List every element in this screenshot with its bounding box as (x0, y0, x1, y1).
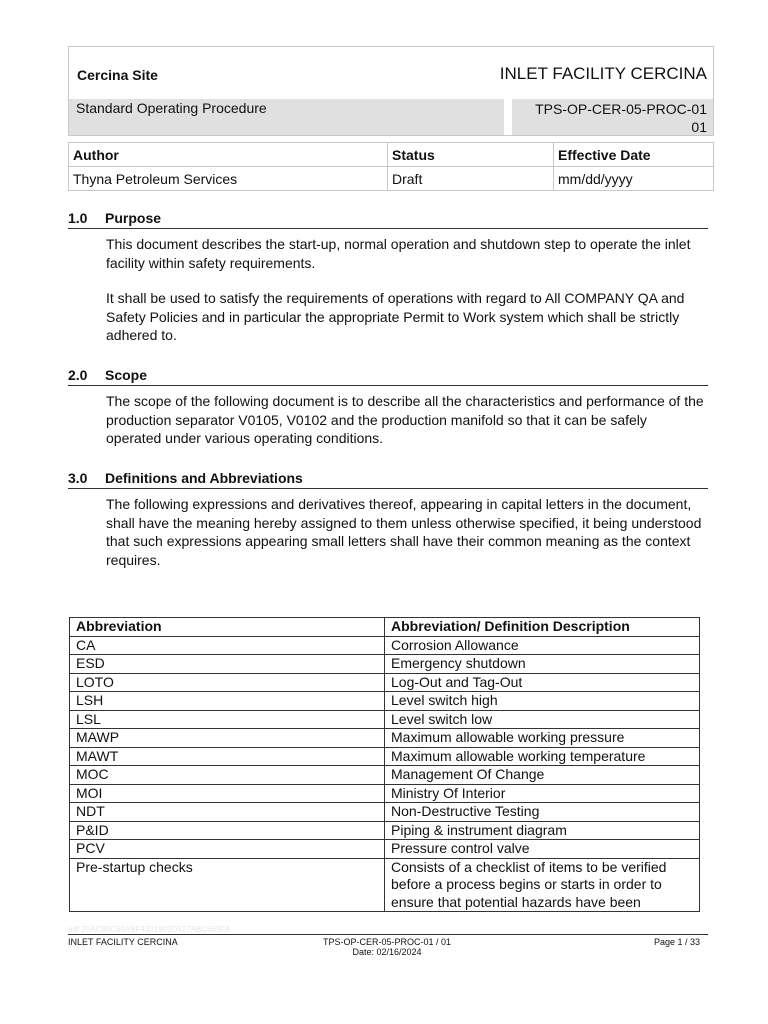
definition-cell: Pressure control valve (385, 840, 700, 859)
abbreviation-cell: LOTO (70, 673, 385, 692)
site-name: Cercina Site (77, 67, 158, 83)
meta-value-row (69, 167, 714, 191)
footer-divider (68, 934, 708, 935)
table-row (70, 840, 700, 859)
section-scope-heading (68, 367, 708, 386)
definition-cell: Consists of a checklist of items to be verified before a process begins or starts in order to ensure that potential hazards have been (385, 858, 700, 912)
definition-cell: Non-Destructive Testing (385, 803, 700, 822)
meta-header-row (69, 143, 714, 167)
document-number-line1: TPS-OP-CER-05-PROC-01 (535, 101, 707, 117)
author-value: Thyna Petroleum Services (69, 167, 388, 191)
status-value: Draft (388, 167, 554, 191)
abbreviation-cell: MAWT (70, 747, 385, 766)
header-band (69, 99, 713, 135)
table-row (70, 747, 700, 766)
table-row (70, 784, 700, 803)
definition-column-header: Abbreviation/ Definition Description (385, 618, 700, 637)
table-row (70, 692, 700, 711)
table-row (70, 821, 700, 840)
effective-date-value: mm/dd/yyyy (554, 167, 714, 191)
abbreviation-cell: MOC (70, 766, 385, 785)
definition-cell: Level switch low (385, 710, 700, 729)
table-row (70, 673, 700, 692)
abbreviation-cell: PCV (70, 840, 385, 859)
section-number: 2.0 (68, 367, 88, 383)
definition-cell: Maximum allowable working temperature (385, 747, 700, 766)
table-row (70, 729, 700, 748)
footer-date: Date: 02/16/2024 (352, 947, 422, 957)
abbreviations-body (70, 636, 700, 912)
abbreviation-cell: Pre-startup checks (70, 858, 385, 912)
document-number-line2: 01 (691, 119, 707, 135)
section-title: Scope (105, 367, 148, 383)
definition-cell: Piping & instrument diagram (385, 821, 700, 840)
table-row (70, 766, 700, 785)
definition-cell: Management Of Change (385, 766, 700, 785)
definition-cell: Level switch high (385, 692, 700, 711)
abbreviations-header-row (70, 618, 700, 637)
definition-cell: Corrosion Allowance (385, 636, 700, 655)
section-definitions-heading (68, 470, 708, 489)
section-number: 3.0 (68, 470, 88, 486)
footer-document-info (312, 937, 462, 957)
definition-cell: Ministry Of Interior (385, 784, 700, 803)
footer-doc-number: TPS-OP-CER-05-PROC-01 / 01 (322, 937, 452, 947)
purpose-paragraph-1: This document describes the start-up, normal operation and shutdown step to operate the inlet facility within safety requirements. (106, 236, 691, 271)
author-header: Author (69, 143, 388, 167)
footer-facility: INLET FACILITY CERCINA (68, 937, 178, 947)
procedure-type: Standard Operating Procedure (76, 100, 267, 116)
abbreviation-cell: NDT (70, 803, 385, 822)
document-header (68, 46, 714, 136)
definition-cell: Emergency shutdown (385, 655, 700, 674)
abbreviation-cell: CA (70, 636, 385, 655)
abbreviation-cell: ESD (70, 655, 385, 674)
abbreviations-table (69, 617, 700, 912)
table-row (70, 636, 700, 655)
document-meta-table (68, 142, 714, 191)
section-purpose-heading (68, 210, 708, 229)
abbreviation-cell: MOI (70, 784, 385, 803)
section-title: Definitions and Abbreviations (105, 470, 303, 486)
definitions-paragraph: The following expressions and derivatives thereof, appearing in capital letters in the document, shall have the meaning hereby assigned to them unless otherwise specified, it being understood that such expressions appearing small letters shall have their common meaning as the context requires. (106, 496, 702, 568)
watermark-text: pdf 25AC85C60ABF4321902D527ABC669FA (68, 925, 231, 934)
abbreviation-cell: P&ID (70, 821, 385, 840)
band-divider (504, 99, 512, 135)
facility-title: INLET FACILITY CERCINA (499, 64, 707, 83)
abbreviation-column-header: Abbreviation (70, 618, 385, 637)
status-header: Status (388, 143, 554, 167)
abbreviation-cell: MAWP (70, 729, 385, 748)
table-row (70, 803, 700, 822)
section-title: Purpose (105, 210, 162, 226)
definition-cell: Maximum allowable working pressure (385, 729, 700, 748)
abbreviation-cell: LSL (70, 710, 385, 729)
section-number: 1.0 (68, 210, 88, 226)
table-row (70, 655, 700, 674)
effective-date-header: Effective Date (554, 143, 714, 167)
footer-page-number: Page 1 / 33 (653, 937, 700, 947)
table-row (70, 858, 700, 912)
definition-cell: Log-Out and Tag-Out (385, 673, 700, 692)
table-row (70, 710, 700, 729)
purpose-paragraph-2: It shall be used to satisfy the requirements of operations with regard to All COMPANY QA and Safety Policies and in particular the appropriate Permit to Work system which shall be strictly adhered to. (106, 290, 685, 343)
document-number (535, 100, 707, 136)
scope-paragraph: The scope of the following document is to describe all the characteristics and performance of the production separator V0105, V0102 and the production manifold so that it can be safely operated under various operating conditions. (106, 393, 704, 446)
abbreviation-cell: LSH (70, 692, 385, 711)
